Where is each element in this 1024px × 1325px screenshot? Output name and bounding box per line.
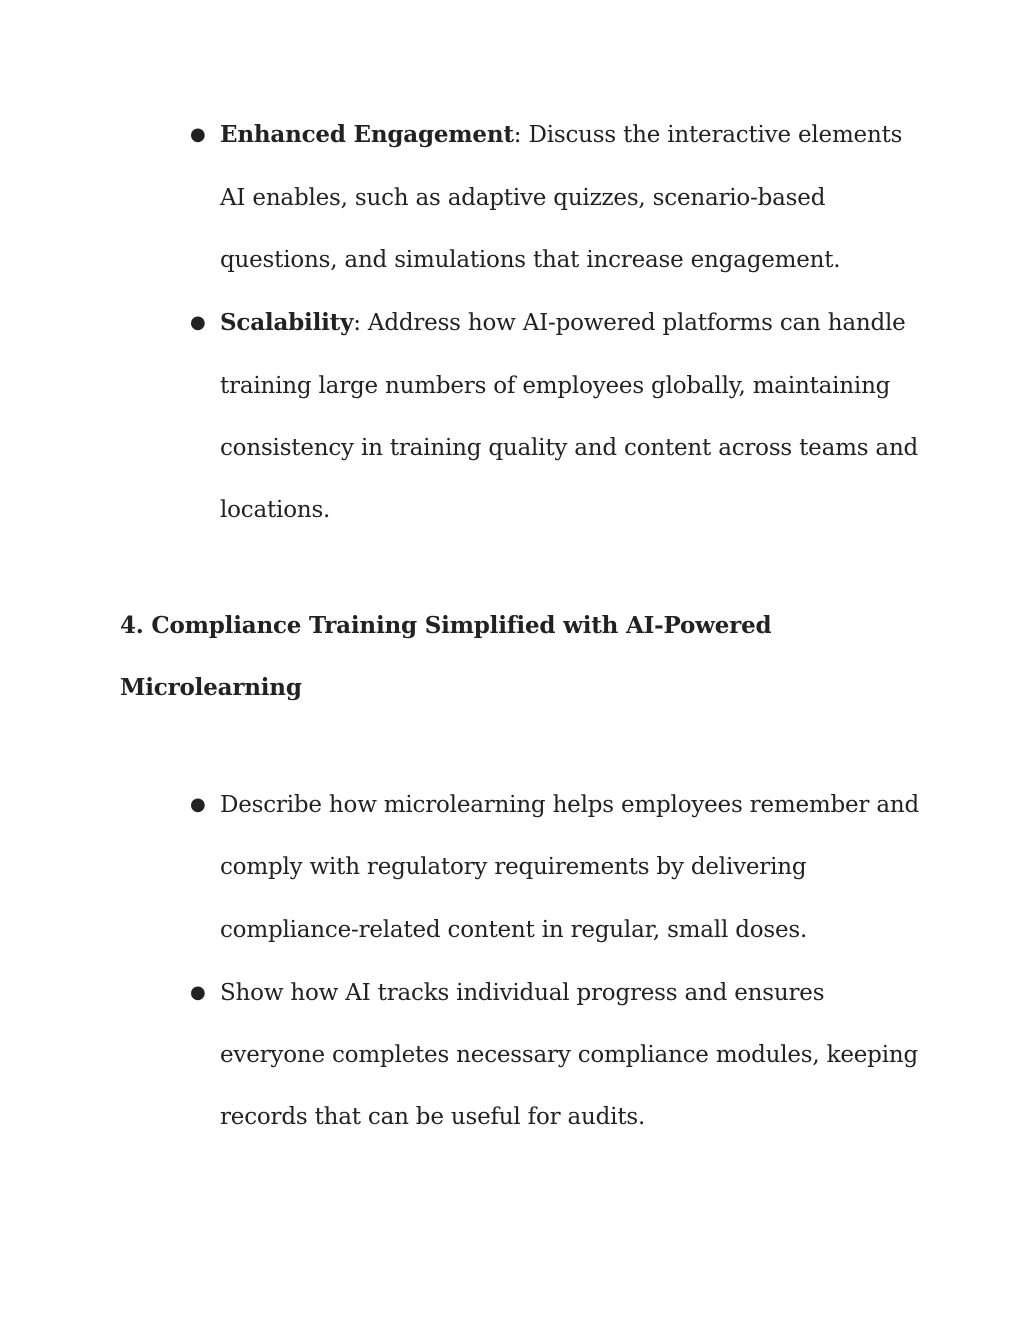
list-item-line: [220, 309, 906, 337]
list-item-line: locations.: [220, 497, 331, 523]
list-item-line: AI enables, such as adaptive quizzes, scenario-based: [220, 185, 826, 211]
list-item-line: Describe how microlearning helps employees remember and: [220, 792, 919, 818]
list-item-line: everyone completes necessary compliance modules, keeping: [220, 1042, 918, 1068]
list-item-line: [220, 121, 902, 149]
item-text: : Discuss the interactive elements: [513, 122, 903, 148]
list-item-line: consistency in training quality and content across teams and: [220, 435, 919, 461]
list-item-line: Show how AI tracks individual progress and ensures: [220, 980, 825, 1006]
section-heading: Microlearning: [120, 674, 302, 701]
list-item-line: records that can be useful for audits.: [220, 1104, 646, 1130]
list-item-line: compliance-related content in regular, small doses.: [220, 917, 808, 943]
section-heading: 4. Compliance Training Simplified with AI-Powered: [120, 612, 772, 639]
item-text: : Address how AI-powered platforms can handle: [353, 310, 906, 336]
list-item-line: comply with regulatory requirements by delivering: [220, 854, 807, 880]
list-item-line: training large numbers of employees globally, maintaining: [220, 373, 891, 399]
bullet-icon: ●: [190, 982, 206, 1003]
bullet-icon: ●: [190, 312, 206, 333]
list-item-line: questions, and simulations that increase engagement.: [220, 247, 841, 273]
bullet-icon: ●: [190, 794, 206, 815]
bold-term: Enhanced Engagement: [220, 121, 514, 148]
bold-term: Scalability: [220, 309, 354, 336]
bullet-icon: ●: [190, 124, 206, 145]
